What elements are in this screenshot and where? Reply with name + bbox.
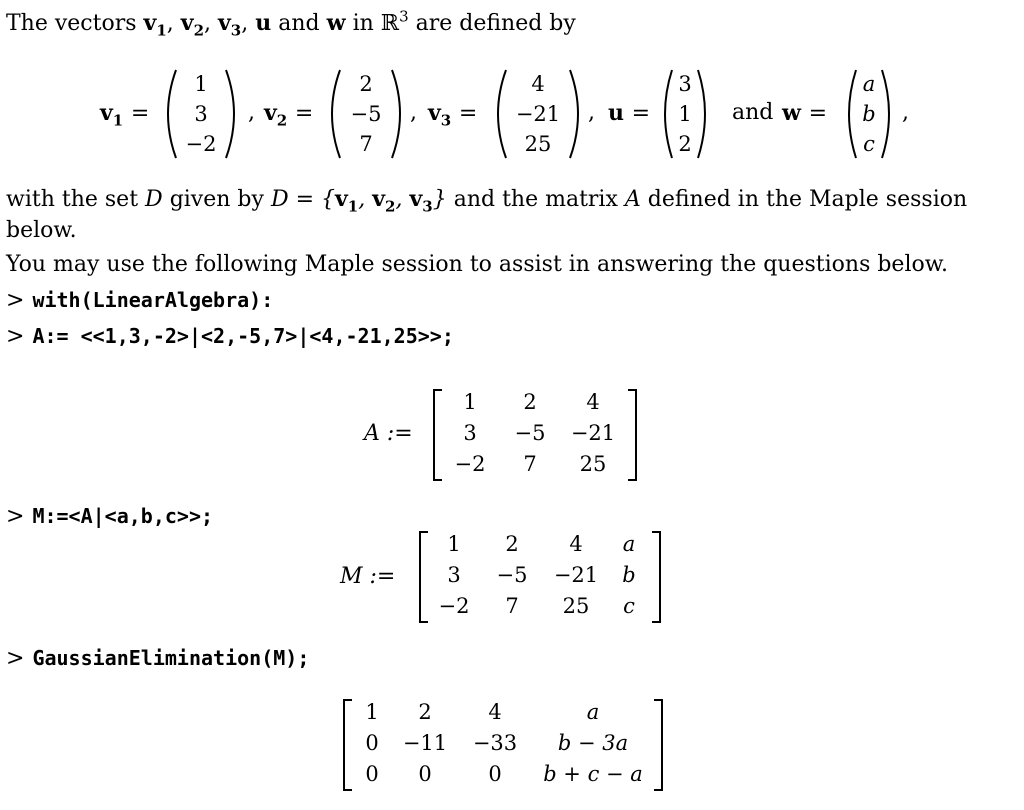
matrix-cell: b [622, 563, 636, 587]
intro-w: w [326, 10, 346, 36]
matrix-cell: 0 [418, 762, 432, 786]
intro-space [380, 7, 409, 36]
set-given-by: given by [169, 187, 264, 212]
prompt-symbol: > [6, 504, 25, 529]
matrix-cell: c [623, 594, 635, 618]
and-word: and [732, 100, 774, 125]
w-entry: c [863, 132, 875, 156]
matrix-cell: 0 [365, 731, 379, 755]
v1-label: $v_1$ = [100, 100, 150, 130]
v2-column [326, 68, 406, 160]
intro-in: in [352, 11, 374, 36]
set-text-3: defined in the Maple session [647, 187, 968, 212]
v2-entry: −5 [350, 102, 382, 126]
matrix-cell: −5 [496, 563, 528, 587]
intro-u: u [255, 10, 272, 36]
v3-entry: 4 [531, 72, 545, 96]
maple-command: GaussianElimination(M); [32, 646, 310, 670]
sep: , [248, 100, 255, 125]
sep: , [588, 100, 595, 125]
matrix-cell: a [622, 532, 636, 556]
prompt-symbol: > [6, 646, 25, 671]
maple-prompt-3 [6, 504, 213, 529]
space-exponent: 3 [399, 7, 409, 26]
v2-label: $v_2$ = [264, 100, 314, 130]
intro-v1: $v_1$ [143, 10, 167, 40]
matrix-A-label: A := [364, 421, 413, 446]
matrix-cell: −2 [438, 594, 470, 618]
maple-command: with(LinearAlgebra): [32, 288, 274, 312]
u-entry: 1 [678, 102, 692, 126]
v3-column [492, 68, 584, 160]
matrix-cell: −11 [402, 731, 448, 755]
maple-prompt-1 [6, 288, 273, 313]
v3-entry: 25 [524, 132, 552, 156]
matrix-cell: b − 3a [557, 731, 629, 755]
matrix-M-label: M := [340, 564, 396, 589]
matrix-cell: 25 [562, 594, 590, 618]
maple-prompt-2 [6, 324, 454, 349]
w-entry: a [862, 72, 876, 96]
u-column [660, 68, 710, 160]
matrix-cell: 4 [586, 390, 600, 414]
u-label: u = [608, 100, 651, 126]
matrix-cell: −2 [454, 452, 486, 476]
matrix-cell: 2 [418, 700, 432, 724]
set-expression: $D = \{v_1$, $v_2$, $v_3$} [270, 186, 447, 216]
maple-prompt-4 [6, 646, 309, 671]
matrix-cell: 7 [505, 594, 519, 618]
v3-label: $v_3$ = [428, 100, 478, 130]
matrix-cell: 4 [569, 532, 583, 556]
matrix-cell: 7 [523, 452, 537, 476]
matrix-cell: 4 [488, 700, 502, 724]
maple-command: A:= <<1,3,-2>|<2,-5,7>|<4,-21,25>>; [32, 324, 454, 348]
set-text-1: with the set [6, 187, 139, 212]
matrix-A [432, 388, 638, 482]
matrix-cell: 2 [523, 390, 537, 414]
matrix-cell: 0 [488, 762, 502, 786]
set-sentence [6, 186, 968, 216]
space-symbol: ℝ [380, 11, 400, 36]
matrix-cell: 1 [463, 390, 477, 414]
w-column [844, 68, 894, 160]
prompt-symbol: > [6, 324, 25, 349]
v2-entry: 2 [359, 72, 373, 96]
v1-entry: 1 [194, 72, 208, 96]
intro-prefix: The vectors [6, 11, 137, 36]
u-entry: 2 [678, 132, 692, 156]
matrix-cell: 1 [365, 700, 379, 724]
intro-v3: $v_3$ [218, 10, 242, 40]
v3-entry: −21 [515, 102, 561, 126]
v1-entry: 3 [194, 102, 208, 126]
prompt-symbol: > [6, 288, 25, 313]
intro-v2: $v_2$ [180, 10, 204, 40]
set-A: A [624, 187, 641, 212]
matrix-M [418, 530, 662, 624]
matrix-cell: b + c − a [543, 762, 643, 786]
matrix-cell: 3 [463, 421, 477, 445]
matrix-cell: 3 [447, 563, 461, 587]
sep: , [902, 100, 909, 125]
matrix-cell: 25 [579, 452, 607, 476]
intro-line: The vectors $v_1$, $v_2$, $v_3$, u and w in ℝ$^3$ are defined by [6, 7, 576, 40]
set-sentence-line2: below. [6, 218, 77, 243]
help-text: You may use the following Maple session to assist in answering the questions below. [6, 252, 948, 277]
sep: , [410, 100, 417, 125]
matrix-cell: −5 [514, 421, 546, 445]
matrix-cell: a [586, 700, 600, 724]
matrix-cell: 0 [365, 762, 379, 786]
set-text-2: and the matrix [453, 187, 618, 212]
matrix-gaussian-result [342, 698, 664, 792]
matrix-cell: 1 [447, 532, 461, 556]
set-D: D [145, 187, 163, 212]
v2-entry: 7 [359, 132, 373, 156]
w-entry: b [862, 102, 876, 126]
maple-command: M:=<A|<a,b,c>>; [32, 504, 214, 528]
u-entry: 3 [678, 72, 692, 96]
intro-and: and [278, 11, 320, 36]
matrix-cell: −33 [472, 731, 518, 755]
v1-column [162, 68, 240, 160]
w-label: w = [782, 100, 828, 126]
intro-suffix: are defined by [415, 11, 576, 36]
matrix-cell: −21 [570, 421, 616, 445]
vector-definitions [0, 64, 1024, 164]
v1-entry: −2 [185, 132, 217, 156]
matrix-cell: −21 [553, 563, 599, 587]
matrix-cell: 2 [505, 532, 519, 556]
